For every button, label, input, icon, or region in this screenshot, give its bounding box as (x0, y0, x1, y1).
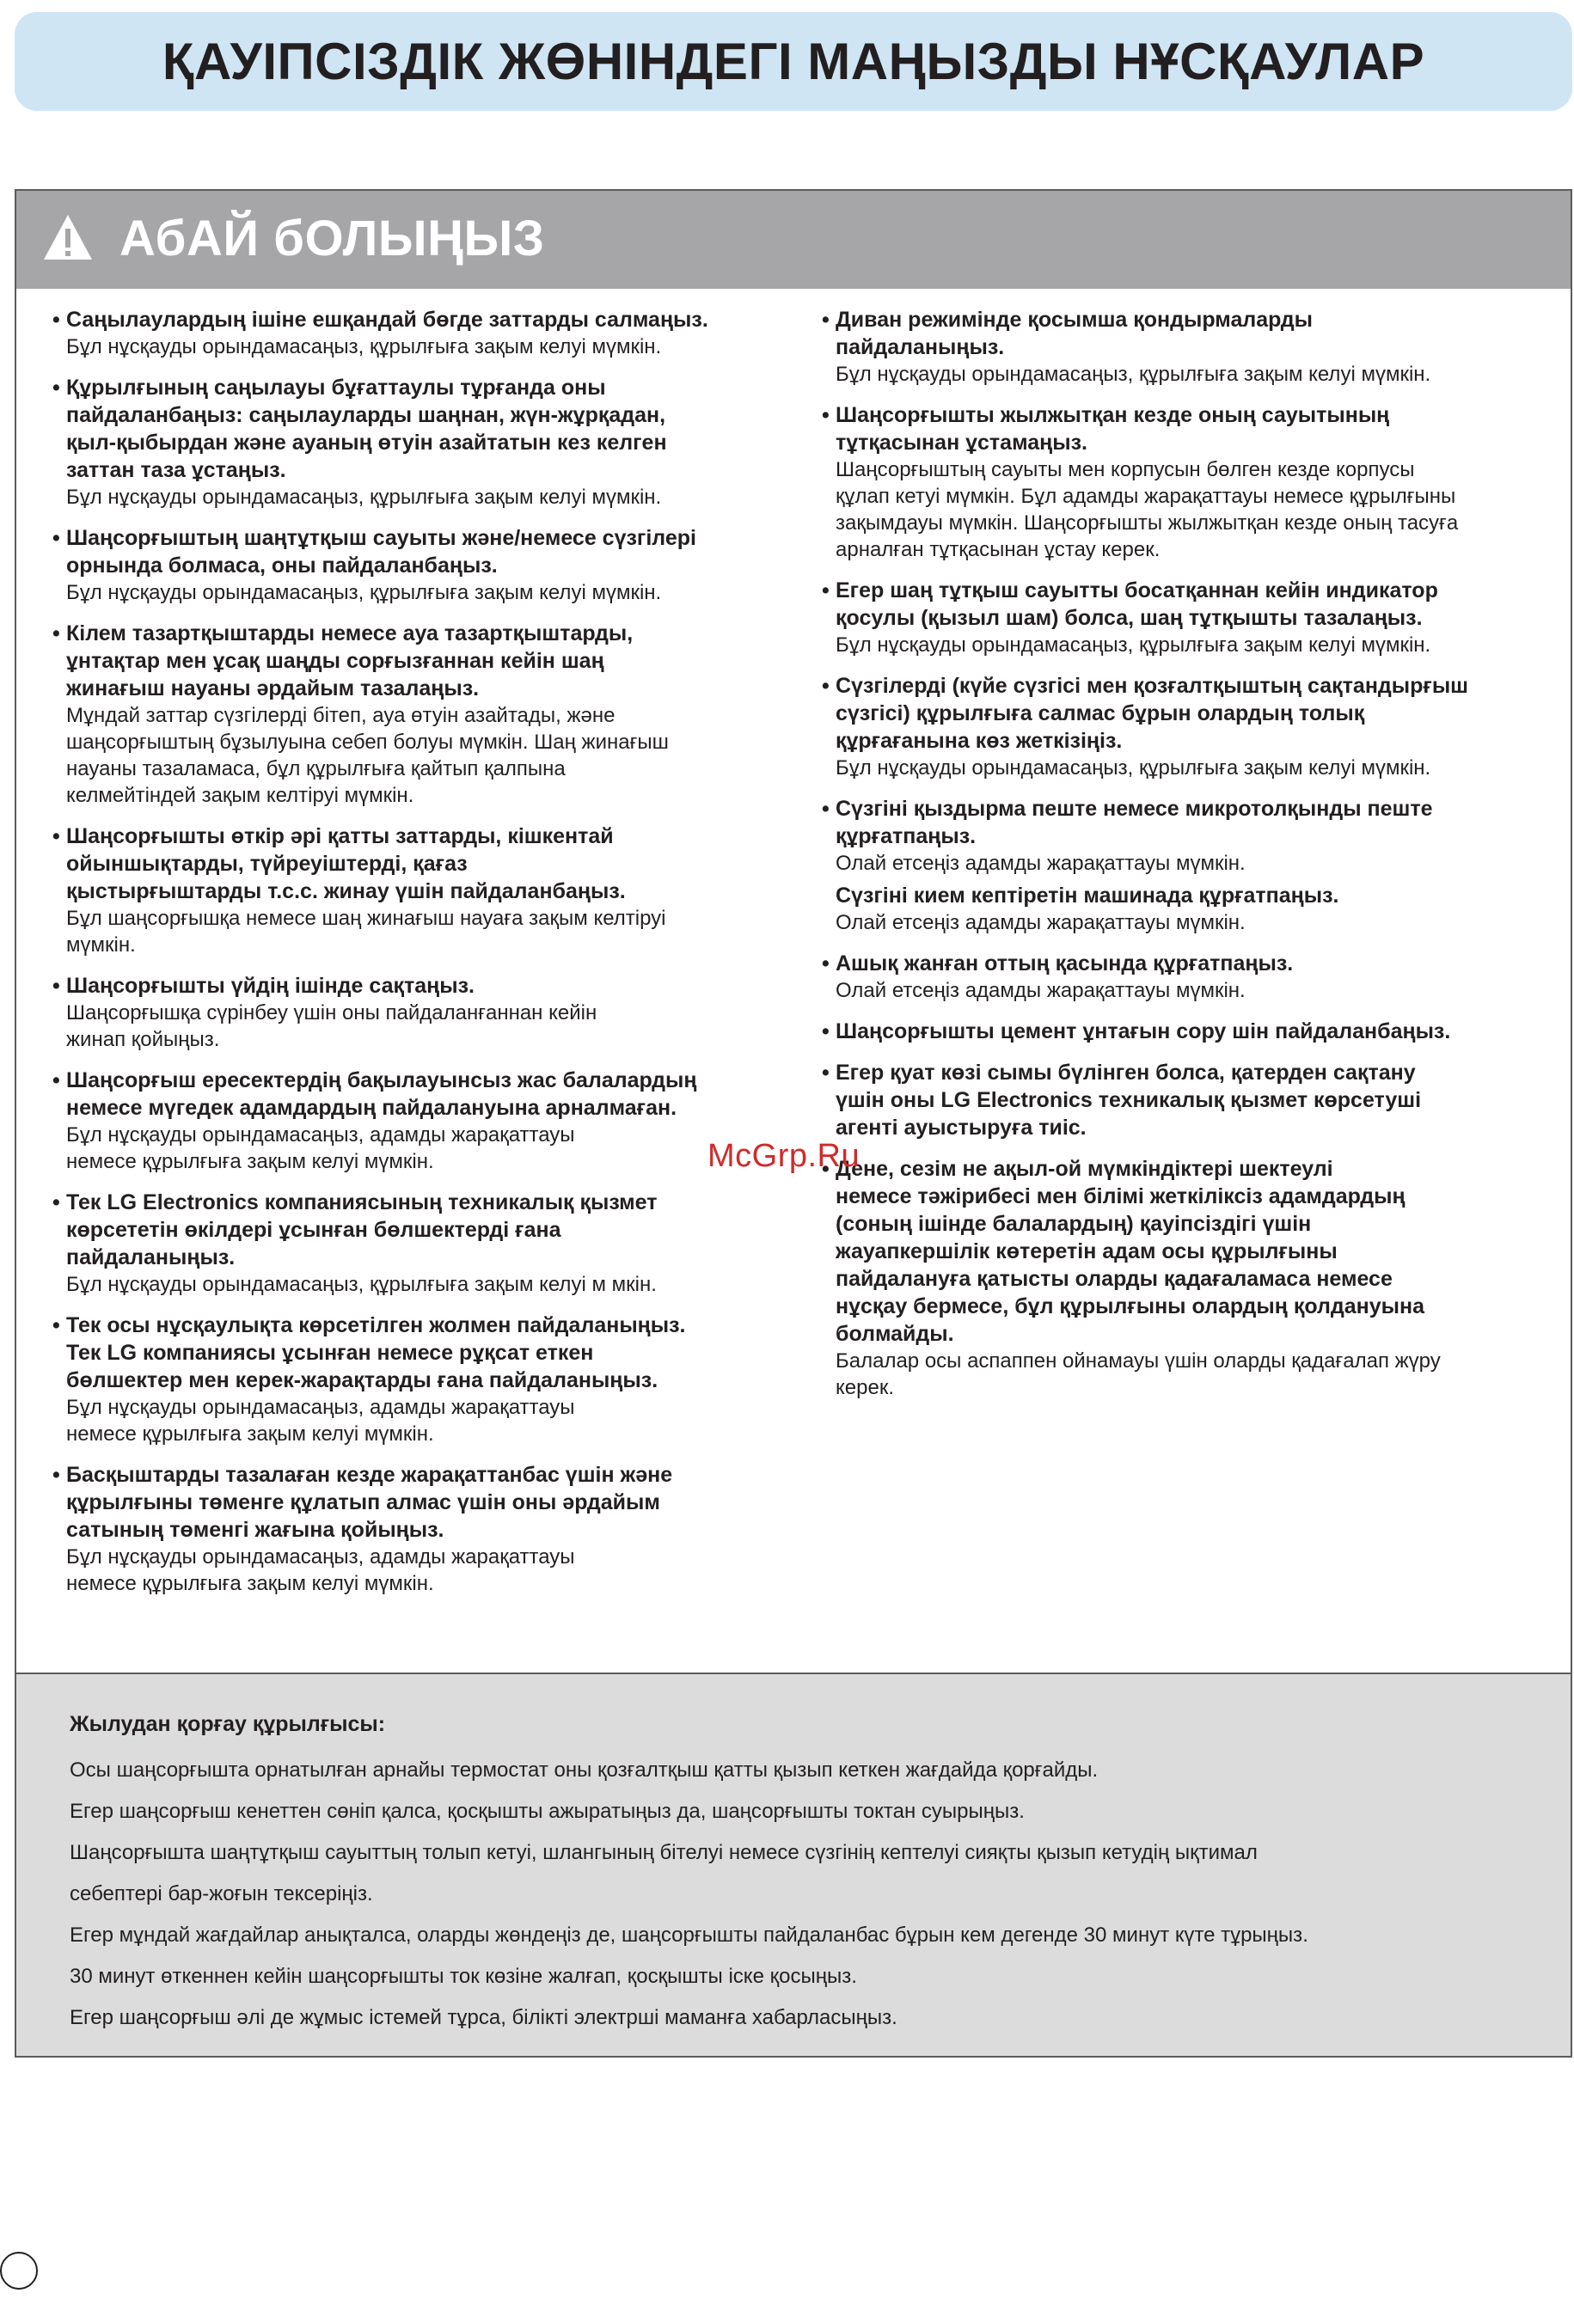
thermal-line: Шаңсорғышта шаңтұтқыш сауыттың толып кетуі, шлангының бітелуі немесе сүзгінің кептелуі сияқты қызып кетудің ықтимал (70, 1841, 1258, 1864)
thermal-title: Жылудан қорғау құрылғысы: (70, 1712, 386, 1736)
thermal-line: Осы шаңсорғышта орнатылған арнайы термостат оны қозғалтқыш қатты қызып кеткен жағдайда қорғайды. (70, 1758, 1099, 1782)
caution-item-title: • Саңылаулардың ішіне ешқандай бөгде заттарды салмаңыз. (66, 308, 708, 332)
page-number-circle (0, 2252, 38, 2290)
thermal-line: Егер мұндай жағдайлар анықталса, оларды жөндеңіз де, шаңсорғышты пайдаланбас бұрын кем дегенде 30 минут күте тұрыңыз. (70, 1923, 1308, 1947)
caution-item-body: Бұл нұсқауды орындамасаңыз, адамды жарақаттауы немесе құрылғыға зақым келуі мүмкін. (66, 1123, 575, 1173)
caution-item-title: • Құрылғының саңылауы бұғаттаулы тұрғанда оны пайдаланбаңыз: саңылауларды шаңнан, жүн-жұрқадан, қыл-қыбырдан және ауаның өтуін азайтатын кез келген заттан таза ұстаңыз. (66, 376, 667, 482)
caution-item-title: • Шаңсорғыштың шаңтұтқыш сауыты және/немесе сүзгілері орнында болмаса, оны пайдаланбаңыз. (66, 526, 696, 578)
caution-list-item (820, 401, 1568, 563)
caution-list-item (820, 577, 1568, 658)
caution-item-title: • Шаңсорғыш ересектердің бақылауынсыз жас балалардың немесе мүгедек адамдардың пайдалануына арналмаған. (66, 1068, 697, 1120)
caution-item-title: • Шаңсорғышты цемент ұнтағын сору шін пайдаланбаңыз. (836, 1019, 1451, 1043)
thermal-line: 30 минут өткеннен кейін шаңсорғышты ток көзіне жалғап, қосқышты іске қосыңыз. (70, 1965, 857, 1988)
caution-item-title: • Тек LG Electronics компаниясының техникалық қызмет көрсететін өкілдері ұсынған бөлшектерді ғана пайдаланыңыз. (66, 1190, 658, 1269)
caution-list-item (820, 795, 1568, 936)
page-title: ҚАУІПСІЗДІК ЖӨНІНДЕГІ МАҢЫЗДЫ НҰСҚАУЛАР (162, 33, 1425, 90)
caution-list-item (51, 1461, 807, 1597)
caution-item-body: Бұл нұсқауды орындамасаңыз, адамды жарақаттауы немесе құрылғыға зақым келуі мүмкін. (66, 1396, 575, 1446)
caution-box (15, 189, 1572, 1674)
caution-item-body: Бұл нұсқауды орындамасаңыз, құрылғыға зақым келуі мүмкін. (66, 335, 662, 358)
caution-list-item (51, 620, 807, 809)
caution-item-title: • Егер шаң тұтқыш сауытты босатқаннан кейін индикатор қосулы (қызыл шам) болса, шаң тұтқышты тазалаңыз. (836, 578, 1438, 630)
caution-item-body: Мұндай заттар сүзгілерді бітеп, ауа өтуін азайтады, және шаңсорғыштың бұзылуына себеп болуы мүмкін. Шаң жинағыш науаны тазаламаса, бұл құрылғыға қайтып қалпына келмейтіндей зақым келтіруі мүмкін. (66, 704, 669, 807)
caution-item-body: Бұл нұсқауды орындамасаңыз, адамды жарақаттауы немесе құрылғыға зақым келуі мүмкін. (66, 1545, 575, 1595)
caution-list-item (51, 1189, 807, 1298)
caution-item-body: Бұл шаңсорғышқа немесе шаң жинағыш науаға зақым келтіруі мүмкін. (66, 907, 666, 957)
caution-list-item (51, 374, 807, 511)
caution-item-title: • Диван режимінде қосымша қондырмаларды пайдаланыңыз. (836, 308, 1314, 359)
caution-list-item (820, 672, 1568, 781)
caution-list-item (820, 950, 1568, 1004)
caution-item-body: Олай етсеңіз адамды жарақаттауы мүмкін. (836, 852, 1246, 875)
caution-item-title: • Шаңсорғышты үйдің ішінде сақтаңыз. (66, 974, 475, 998)
caution-item-body: Бұл нұсқауды орындамасаңыз, құрылғыға зақым келуі мүмкін. (66, 581, 662, 604)
caution-list-item (820, 1018, 1568, 1045)
caution-item-title: • Егер қуат көзі сымы бүлінген болса, қатерден сақтану үшін оны LG Electronics техникалық қызмет көрсетуші агенті ауыстыруға тиіс. (836, 1061, 1422, 1140)
caution-item-body: Шаңсорғышқа сүрінбеу үшін оны пайдаланғаннан кейін жинап қойыңыз. (66, 1001, 597, 1051)
thermal-protection-box (15, 1673, 1572, 2058)
caution-item-body: Бұл нұсқауды орындамасаңыз, құрылғыға зақым келуі мүмкін. (836, 363, 1431, 386)
caution-list-item (51, 823, 807, 958)
thermal-lines (70, 1750, 1565, 2039)
caution-item-body: Олай етсеңіз адамды жарақаттауы мүмкін. (836, 979, 1246, 1002)
caution-list-item (51, 972, 807, 1053)
caution-item-title: • Дене, сезім не ақыл-ой мүмкіндіктері шектеулі немесе тәжірибесі мен білімі жеткіліксіз адамдардың (соның ішінде балалардың) қауіпсіздігі үшін жауапкершілік көтеретін адам осы құрылғыны пайдалануға қатысты оларды қадағаламаса немесе нұсқау бермесе, бұл құрылғыны олардың қолдануына болмайды. (836, 1157, 1424, 1346)
caution-item-body: Бұл нұсқауды орындамасаңыз, құрылғыға зақым келуі мүмкін. (836, 756, 1431, 780)
caution-item-title: • Сүзгіні қыздырма пеште немесе микротолқынды пеште құрғатпаңыз. (836, 797, 1433, 848)
caution-item-title: • Шаңсорғышты жылжытқан кезде оның сауытының тұтқасынан ұстамаңыз. (836, 403, 1390, 455)
caution-item-body: Бұл нұсқауды орындамасаңыз, құрылғыға зақым келуі мүмкін. (836, 633, 1431, 657)
caution-list-item (51, 1067, 807, 1175)
caution-list-item (820, 1155, 1568, 1401)
caution-item-body: Бұл нұсқауды орындамасаңыз, құрылғыға зақым келуі м мкін. (66, 1273, 657, 1296)
watermark-text: McGrp.Ru (707, 1138, 860, 1174)
caution-title: АбАЙ бОЛЫҢЫЗ (119, 211, 545, 266)
caution-header (16, 191, 1571, 289)
caution-item-title: • Сүзгілерді (күйе сүзгісі мен қозғалтқыштың сақтандырғыш сүзгісі) құрылғыға салмас бұрын олардың толық құрғағанына көз жеткізіңіз. (836, 674, 1469, 753)
caution-item-subtitle: Сүзгіні кием кептіретін машинада құрғатпаңыз. (836, 884, 1339, 908)
caution-list-item (51, 1312, 807, 1447)
caution-item-title: • Басқыштарды тазалаған кезде жарақаттанбас үшін және құрылғыны төменге құлатып алмас үшін оны әрдайым сатының төменгі жағына қойыңыз. (66, 1463, 673, 1542)
caution-item-body: Шаңсорғыштың сауыты мен корпусын бөлген кезде корпусы құлап кетуі мүмкін. Бұл адамды жарақаттауы немесе құрылғыны зақымдауы мүмкін. Шаңсорғышты жылжытқан кезде оның тасуға арналған тұтқасынан ұстау керек. (836, 458, 1459, 561)
caution-list-item (51, 306, 807, 360)
caution-list-item (820, 1059, 1568, 1141)
thermal-line: Егер шаңсорғыш кенеттен сөніп қалса, қосқышты ажыратыңыз да, шаңсорғышты токтан суырыңыз. (70, 1800, 1025, 1823)
caution-list-item (51, 524, 807, 606)
caution-item-title: • Ашық жанған оттың қасында құрғатпаңыз. (836, 951, 1294, 975)
caution-item-body: Балалар осы аспаппен ойнамауы үшін оларды қадағалап жүру керек. (836, 1349, 1441, 1399)
caution-item-title: • Тек осы нұсқаулықта көрсетілген жолмен пайдаланыңыз. Тек LG компаниясы ұсынған немесе рұқсат еткен бөлшектер мен керек-жарақтарды ғана пайдаланыңыз. (66, 1313, 686, 1392)
caution-item-body: Бұл нұсқауды орындамасаңыз, құрылғыға зақым келуі мүмкін. (66, 486, 662, 509)
caution-item-subbody: Олай етсеңіз адамды жарақаттауы мүмкін. (836, 911, 1246, 934)
thermal-line: Егер шаңсорғыш әлі де жұмыс істемей тұрса, білікті электрші маманға хабарласыңыз. (70, 2006, 897, 2029)
caution-right-column (820, 306, 1568, 1415)
title-banner (15, 12, 1572, 111)
caution-item-title: • Шаңсорғышты өткір әрі қатты заттарды, кішкентай ойыншықтарды, түйреуіштерді, қағаз қыстырғыштарды т.с.с. жинау үшін пайдаланбаңыз. (66, 824, 626, 903)
caution-left-column (51, 306, 807, 1611)
thermal-line: себептері бар-жоғын тексеріңіз. (70, 1882, 373, 1905)
caution-list-item (820, 306, 1568, 388)
warning-triangle-icon (42, 213, 94, 261)
caution-item-title: • Кілем тазартқыштарды немесе ауа тазартқыштарды, ұнтақтар мен ұсақ шаңды сорғызғаннан кейін шаң жинағыш науаны әрдайым тазалаңыз. (66, 621, 634, 700)
